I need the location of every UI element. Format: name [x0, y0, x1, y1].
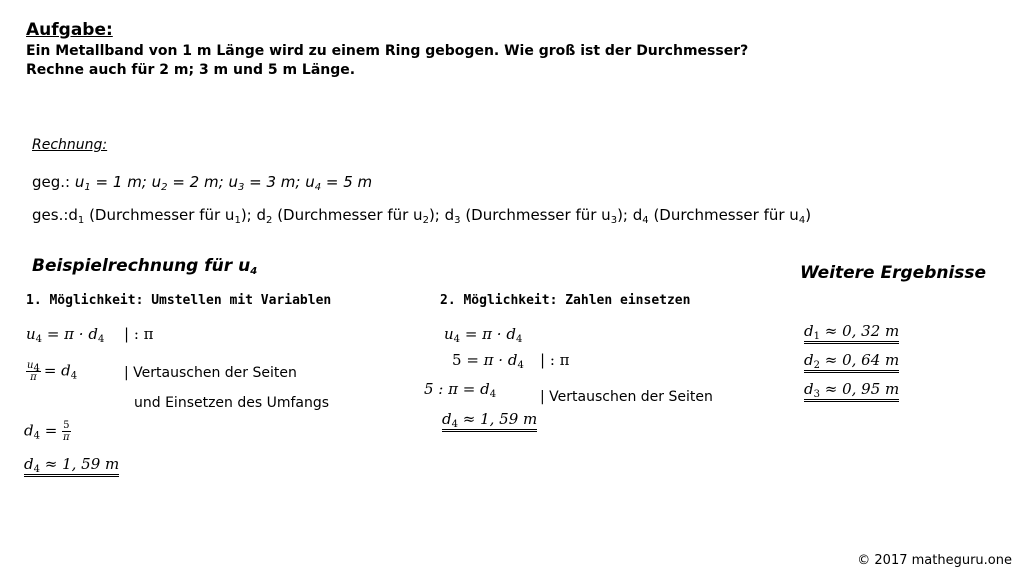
fraction-5-over-pi: $\frac{5}{\pi}$	[63, 420, 70, 443]
sought-item: $d_4$ (Durchmesser für $u_4$)	[632, 206, 812, 226]
task-title: Aufgabe:	[26, 20, 113, 40]
more-results-item: $d_1 \approx 0$, 32 m	[804, 322, 900, 342]
method-1-result: $d_4 \approx 1$, 59 m	[24, 455, 120, 475]
fraction-u4-over-pi: $\frac{u_4}{\pi}$	[27, 360, 40, 383]
method-1-note-1: | Vertauschen der Seiten	[124, 365, 297, 381]
method-2-operation: | : π	[540, 351, 570, 369]
method-1-heading: 1. Möglichkeit: Umstellen mit Variablen	[26, 293, 332, 308]
sought-item: $d_1$ (Durchmesser für $u_1$);	[68, 206, 252, 226]
method-2-heading: 2. Möglichkeit: Zahlen einsetzen	[440, 293, 691, 308]
given-item: $u_4 = 5$ m	[305, 173, 373, 193]
method-2-note: | Vertauschen der Seiten	[540, 389, 713, 405]
copyright-notice: © 2017 matheguru.one	[857, 553, 1012, 568]
task-text-line-1: Ein Metallband von 1 m Länge wird zu einem Ring gebogen. Wie groß ist der Durchmesser?	[26, 43, 749, 59]
sought-item: $d_3$ (Durchmesser für $u_3$);	[444, 206, 628, 226]
example-heading: Beispielrechnung für $u_4$	[32, 256, 258, 277]
sought-values	[32, 206, 811, 224]
sought-item: $d_2$ (Durchmesser für $u_2$);	[256, 206, 440, 226]
given-prefix: geg.:	[32, 173, 71, 191]
given-item: $u_2 = 2$ m;	[151, 173, 224, 193]
method-1-equation-2: $\frac{u_4}{\pi}$ = $d_4$	[27, 360, 78, 383]
method-1-operation: | : π	[124, 325, 154, 343]
method-2-equation-1: $u_4 = \pi \cdot d_4$	[444, 325, 523, 345]
given-values	[32, 173, 372, 191]
more-results-item: $d_2 \approx 0$, 64 m	[804, 351, 900, 371]
given-item: $u_1 = 1$ m;	[74, 173, 147, 193]
method-1-note-2: und Einsetzen des Umfangs	[134, 395, 330, 411]
method-2-result: $d_4 \approx 1$, 59 m	[442, 410, 538, 430]
method-2-equation-2: $5 = \pi \cdot d_4$	[452, 351, 524, 371]
more-results-item: $d_3 \approx 0$, 95 m	[804, 380, 900, 400]
method-2-equation-3: 5 : $\pi = d_4$	[424, 380, 497, 400]
task-text-line-2: Rechne auch für 2 m; 3 m und 5 m Länge.	[26, 62, 356, 78]
given-item: $u_3 = 3$ m;	[228, 173, 301, 193]
method-1-equation-3: $d_4$ = $\frac{5}{\pi}$	[24, 420, 70, 443]
more-results-heading: Weitere Ergebnisse	[800, 263, 987, 283]
sought-prefix: ges.:	[32, 206, 69, 224]
method-1-equation-1: $u_4 = \pi \cdot d_4$	[26, 325, 105, 345]
calculation-label: Rechnung:	[32, 137, 108, 153]
